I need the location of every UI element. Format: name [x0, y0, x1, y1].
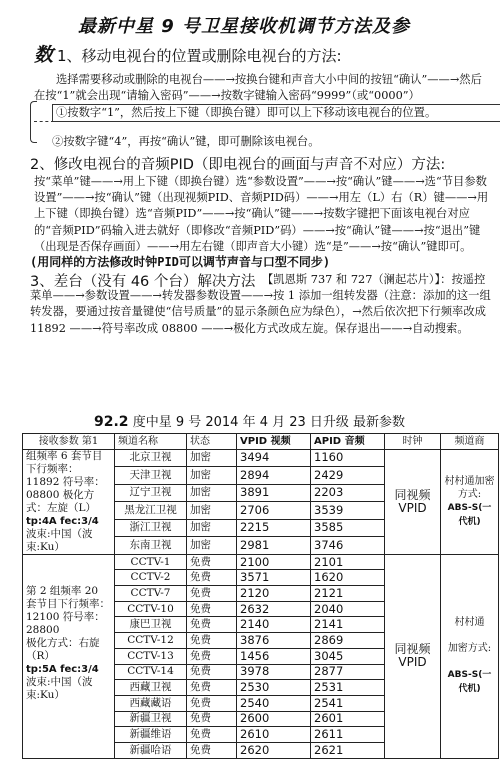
group-2-operator — [441, 554, 499, 758]
channel-apid: 2611 — [311, 727, 385, 743]
group-1-operator-a: 村村通加密方式: — [444, 475, 495, 500]
group-2-clock-a: 同视频 — [394, 642, 431, 657]
channel-apid: 2877 — [311, 664, 385, 680]
group-1-beam: 波束:中国（波束:Ku） — [26, 527, 93, 553]
params-subtitle-text: 度中星 9 号 2014 年 4 月 23 日升级 最新参数 — [132, 415, 406, 430]
channel-name: 东南卫视 — [115, 537, 187, 555]
channel-name: CCTV-7 — [115, 586, 187, 602]
channel-status: 免费 — [187, 570, 237, 586]
channel-status: 加密 — [187, 537, 237, 555]
channel-name: CCTV-2 — [115, 570, 187, 586]
channel-vpid: 3571 — [237, 570, 311, 586]
group-1-clock-b: VPID — [398, 500, 427, 515]
channel-status: 免费 — [187, 680, 237, 696]
channel-vpid: 3494 — [237, 449, 311, 467]
channel-apid: 2121 — [311, 586, 385, 602]
channel-name: CCTV-12 — [115, 633, 187, 649]
channel-status: 加密 — [187, 484, 237, 502]
option-2-text: ②按数字键“4”，再按“确认”键，即可删除该电视台。 — [52, 135, 320, 148]
group-2-line2: 极化方式：右旋 （R） — [26, 636, 100, 662]
channel-apid: 3539 — [311, 502, 385, 520]
channel-vpid: 1456 — [237, 648, 311, 664]
channel-status: 免费 — [187, 664, 237, 680]
options-brace-dash — [34, 121, 54, 122]
clock-pid-note: (用同样的方法修改时钟PID可以调节声音与口型不同步) — [30, 255, 331, 269]
header-params: 接收参数 第1 — [23, 434, 115, 450]
channel-status: 免费 — [187, 601, 237, 617]
group-1-operator-b: ABS-S(一代机) — [447, 502, 492, 527]
channel-name: 黑龙江卫视 — [115, 502, 187, 520]
channel-apid: 2141 — [311, 617, 385, 633]
channel-status: 免费 — [187, 742, 237, 758]
channel-name: CCTV-14 — [115, 664, 187, 680]
channel-vpid: 2120 — [237, 586, 311, 602]
channel-vpid: 2610 — [237, 727, 311, 743]
section-3-heading: 3、差台（没有 46 个台）解决方法 — [30, 274, 256, 290]
params-subtitle-number: 92.2 — [94, 414, 129, 430]
channel-apid: 1160 — [311, 449, 385, 467]
channel-vpid: 2632 — [237, 601, 311, 617]
group-1-clock-a: 同视频 — [394, 487, 431, 502]
option-1-box: ①按数字“1”，然后按上下键（即换台键）即可以上下移动该电视台的位置。 — [52, 104, 500, 122]
group-2-clock-b: VPID — [398, 655, 427, 670]
channel-name: CCTV-13 — [115, 648, 187, 664]
document-title: 最新中星 9 号卫星接收机调节方法及参 — [78, 16, 411, 37]
header-channel: 频道名称 — [115, 434, 187, 450]
channel-vpid: 2530 — [237, 680, 311, 696]
channel-apid: 3585 — [311, 519, 385, 537]
section-2-paragraph: 按“菜单”键——→用上下键（即换台键）选“参数设置”——→按“确认”键——→选“节目参数设置”——→按“确认”键（出现视频PID、音频PID码）——→用左（L）右（R）键——→用上下键（即换台键）选“音频PID”——→按“确认”键——→按数字键把下面该电视台对应的“音频PID”码输入进去就好（即修改“音频PID”码）——→按“确认”键——→按“退出”键（出现是否保存画面）——→用左右键（即声音大小键）选“是”——→按“确认”键即可。 — [34, 175, 489, 253]
section-1-paragraph: 选择需要移动或删除的电视台——→按换台键和声音大小中间的按钮“确认”——→然后在按“1”就会出现“请输入密码”——→按数字键输入密码“9999”（或“0000”） — [34, 73, 482, 102]
channel-status: 加密 — [187, 519, 237, 537]
section-1-heading — [34, 40, 494, 67]
channel-vpid: 2540 — [237, 695, 311, 711]
channel-parameter-table — [22, 433, 499, 759]
channel-status: 加密 — [187, 502, 237, 520]
section-3-paragraph: 【凯恩斯 737 和 727（澜起芯片）】：按遥控菜单——→参数设置——→转发器参数设置——→按 1 添加一组转发器（注意：添加的这一组转发器，要通过按音量键使“信号质量”的显示条颜色应为绿色），→然后依次把下行频率改成 11892 ——→符号率改成 08800 ——→极化方式改成左旋。保存退出——→自动搜索。 — [30, 273, 491, 335]
options-brace — [30, 101, 37, 143]
group-2-tp: tp:5A fec:3/4 — [26, 663, 99, 675]
channel-status: 加密 — [187, 467, 237, 485]
header-apid: APID 音频 — [311, 434, 385, 450]
group-1-line1: 组频率 6 套节目 下行频率：11892 符号率：08800 极化方式：左旋（L） — [26, 449, 105, 514]
channel-name: 新疆卫视 — [115, 711, 187, 727]
group-1-tp: tp:4A fec:3/4 — [26, 515, 99, 527]
channel-apid: 2040 — [311, 601, 385, 617]
channel-vpid: 2600 — [237, 711, 311, 727]
channel-vpid: 2215 — [237, 519, 311, 537]
channel-vpid: 2981 — [237, 537, 311, 555]
group-2-line1: 第 2 组频率 20 套节目下行频率：12100 符号率：28800 — [26, 584, 110, 636]
table-header-row — [23, 434, 499, 450]
channel-status: 加密 — [187, 449, 237, 467]
channel-name: 辽宁卫视 — [115, 484, 187, 502]
channel-name: 天津卫视 — [115, 467, 187, 485]
channel-apid: 2601 — [311, 711, 385, 727]
group-1-operator — [441, 449, 499, 554]
channel-status: 免费 — [187, 711, 237, 727]
channel-apid: 2541 — [311, 695, 385, 711]
group-2-operator-c: ABS-S(一代机) — [447, 670, 492, 695]
table-row — [23, 554, 499, 570]
params-subtitle — [94, 411, 405, 430]
channel-apid: 3746 — [311, 537, 385, 555]
section-1-heading-text: 1、移动电视台的位置或删除电视台的方法: — [57, 47, 342, 65]
channel-name: 北京卫视 — [115, 449, 187, 467]
channel-vpid: 2140 — [237, 617, 311, 633]
table-row — [23, 449, 499, 467]
channel-apid: 3045 — [311, 648, 385, 664]
channel-vpid: 3876 — [237, 633, 311, 649]
channel-status: 免费 — [187, 727, 237, 743]
channel-apid: 2531 — [311, 680, 385, 696]
group-2-operator-a: 村村通 — [454, 617, 485, 629]
group-2-params — [23, 554, 115, 758]
channel-apid: 2203 — [311, 484, 385, 502]
channel-status: 免费 — [187, 554, 237, 570]
header-vpid: VPID 视频 — [237, 434, 311, 450]
channel-vpid: 3978 — [237, 664, 311, 680]
group-2-beam: 波束:中国（波束:Ku） — [26, 675, 93, 701]
title-tail-char: 数 — [34, 44, 54, 66]
channel-name: 康巴卫视 — [115, 617, 187, 633]
channel-vpid: 2620 — [237, 742, 311, 758]
channel-name: 西藏藏语 — [115, 695, 187, 711]
channel-name: 西藏卫视 — [115, 680, 187, 696]
channel-status: 免费 — [187, 695, 237, 711]
group-1-params — [23, 449, 115, 554]
channel-vpid: 2894 — [237, 467, 311, 485]
header-operator: 频道商 — [441, 434, 499, 450]
channel-name: 浙江卫视 — [115, 519, 187, 537]
channel-name: CCTV-10 — [115, 601, 187, 617]
group-2-clock — [385, 554, 441, 758]
header-clock: 时钟 — [385, 434, 441, 450]
channel-vpid: 2100 — [237, 554, 311, 570]
channel-status: 免费 — [187, 586, 237, 602]
channel-apid: 2429 — [311, 467, 385, 485]
channel-vpid: 3891 — [237, 484, 311, 502]
channel-status: 免费 — [187, 648, 237, 664]
channel-status: 免费 — [187, 617, 237, 633]
group-2-operator-b: 加密方式: — [447, 643, 492, 655]
channel-apid: 1620 — [311, 570, 385, 586]
channel-name: 新疆维语 — [115, 727, 187, 743]
channel-apid: 2101 — [311, 554, 385, 570]
channel-vpid: 2706 — [237, 502, 311, 520]
channel-name: 新疆哈语 — [115, 742, 187, 758]
channel-status: 免费 — [187, 633, 237, 649]
group-1-clock — [385, 449, 441, 554]
section-2-heading: 2、修改电视台的音频PID（即电视台的画面与声音不对应）方法: — [30, 157, 446, 173]
channel-name: CCTV-1 — [115, 554, 187, 570]
header-status: 状态 — [187, 434, 237, 450]
channel-apid: 2869 — [311, 633, 385, 649]
channel-apid: 2621 — [311, 742, 385, 758]
